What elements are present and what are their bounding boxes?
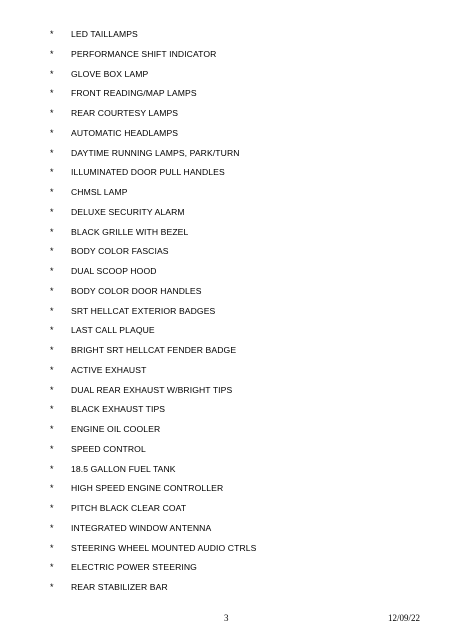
list-item-label: PITCH BLACK CLEAR COAT (71, 503, 187, 513)
list-item-label: BRIGHT SRT HELLCAT FENDER BADGE (71, 345, 237, 355)
list-item-label: AUTOMATIC HEADLAMPS (71, 127, 179, 138)
list-item (0, 263, 453, 283)
list-item (0, 421, 453, 441)
list-item-label: ENGINE OIL COOLER (71, 424, 161, 434)
bullet-marker: * (50, 443, 54, 454)
list-item-label: BLACK GRILLE WITH BEZEL (71, 226, 189, 237)
list-item-label: BODY COLOR DOOR HANDLES (71, 285, 202, 296)
bullet-marker: * (50, 503, 54, 513)
bullet-marker: * (50, 206, 54, 217)
list-item (0, 382, 453, 402)
list-item-label: ACTIVE EXHAUST (71, 364, 147, 375)
bullet-marker: * (50, 522, 54, 533)
bullet-marker: * (50, 167, 54, 178)
list-item-label: PERFORMANCE SHIFT INDICATOR (71, 48, 217, 59)
list-item-label: 18.5 GALLON FUEL TANK (71, 463, 176, 474)
bullet-marker: * (50, 364, 54, 375)
list-item-label: SRT HELLCAT EXTERIOR BADGES (71, 305, 216, 316)
bullet-marker: * (50, 325, 54, 336)
list-item-label: SPEED CONTROL (71, 443, 146, 454)
list-item (0, 342, 453, 362)
bullet-marker: * (50, 345, 54, 355)
list-item-label: BLACK EXHAUST TIPS (71, 404, 166, 415)
list-item (0, 85, 453, 105)
bullet-marker: * (50, 582, 54, 592)
list-item (0, 559, 453, 579)
bullet-marker: * (50, 463, 54, 474)
list-item-label: LED TAILLAMPS (71, 29, 138, 39)
list-item (0, 204, 453, 224)
list-item (0, 520, 453, 540)
list-item (0, 184, 453, 204)
bullet-marker: * (50, 285, 54, 296)
bullet-marker: * (50, 542, 54, 553)
document-date: 12/09/22 (388, 613, 421, 623)
list-item (0, 579, 453, 599)
list-item-label: HIGH SPEED ENGINE CONTROLLER (71, 483, 224, 494)
list-item (0, 500, 453, 520)
list-item-label: ILLUMINATED DOOR PULL HANDLES (71, 167, 225, 178)
list-item-label: INTEGRATED WINDOW ANTENNA (71, 522, 212, 533)
list-item-label: DAYTIME RUNNING LAMPS, PARK/TURN (71, 147, 240, 158)
list-item-label: FRONT READING/MAP LAMPS (71, 88, 197, 99)
list-item-label: CHMSL LAMP (71, 187, 128, 197)
list-item (0, 362, 453, 382)
list-item (0, 145, 453, 165)
bullet-marker: * (50, 68, 54, 79)
list-item (0, 224, 453, 244)
list-item (0, 461, 453, 481)
list-item-label: BODY COLOR FASCIAS (71, 246, 169, 257)
bullet-marker: * (50, 266, 54, 276)
list-item-label: REAR STABILIZER BAR (71, 582, 168, 592)
bullet-marker: * (50, 246, 54, 257)
list-item (0, 66, 453, 86)
list-item (0, 46, 453, 66)
bullet-marker: * (50, 305, 54, 316)
list-item-label: LAST CALL PLAQUE (71, 325, 155, 336)
list-item (0, 164, 453, 184)
bullet-marker: * (50, 384, 54, 395)
bullet-marker: * (50, 127, 54, 138)
list-item-label: DUAL SCOOP HOOD (71, 266, 157, 276)
list-item (0, 26, 453, 46)
list-item (0, 441, 453, 461)
list-item (0, 322, 453, 342)
page-number: 3 (224, 613, 229, 623)
list-item (0, 243, 453, 263)
bullet-marker: * (50, 147, 54, 158)
list-item (0, 283, 453, 303)
list-item (0, 480, 453, 500)
list-item-label: ELECTRIC POWER STEERING (71, 562, 197, 573)
list-item (0, 303, 453, 323)
list-item (0, 540, 453, 560)
bullet-marker: * (50, 562, 54, 573)
bullet-marker: * (50, 404, 54, 415)
bullet-marker: * (50, 88, 54, 99)
list-item (0, 125, 453, 145)
bullet-marker: * (50, 226, 54, 237)
bullet-marker: * (50, 483, 54, 494)
list-item-label: GLOVE BOX LAMP (71, 68, 149, 79)
list-item-label: REAR COURTESY LAMPS (71, 108, 179, 118)
list-item (0, 401, 453, 421)
bullet-marker: * (50, 108, 54, 118)
bullet-marker: * (50, 424, 54, 434)
list-item (0, 105, 453, 125)
feature-list (0, 26, 453, 599)
bullet-marker: * (50, 29, 54, 39)
list-item-label: DUAL REAR EXHAUST W/BRIGHT TIPS (71, 384, 233, 395)
list-item-label: STEERING WHEEL MOUNTED AUDIO CTRLS (71, 542, 257, 553)
list-item-label: DELUXE SECURITY ALARM (71, 206, 185, 217)
bullet-marker: * (50, 48, 54, 59)
bullet-marker: * (50, 187, 54, 197)
